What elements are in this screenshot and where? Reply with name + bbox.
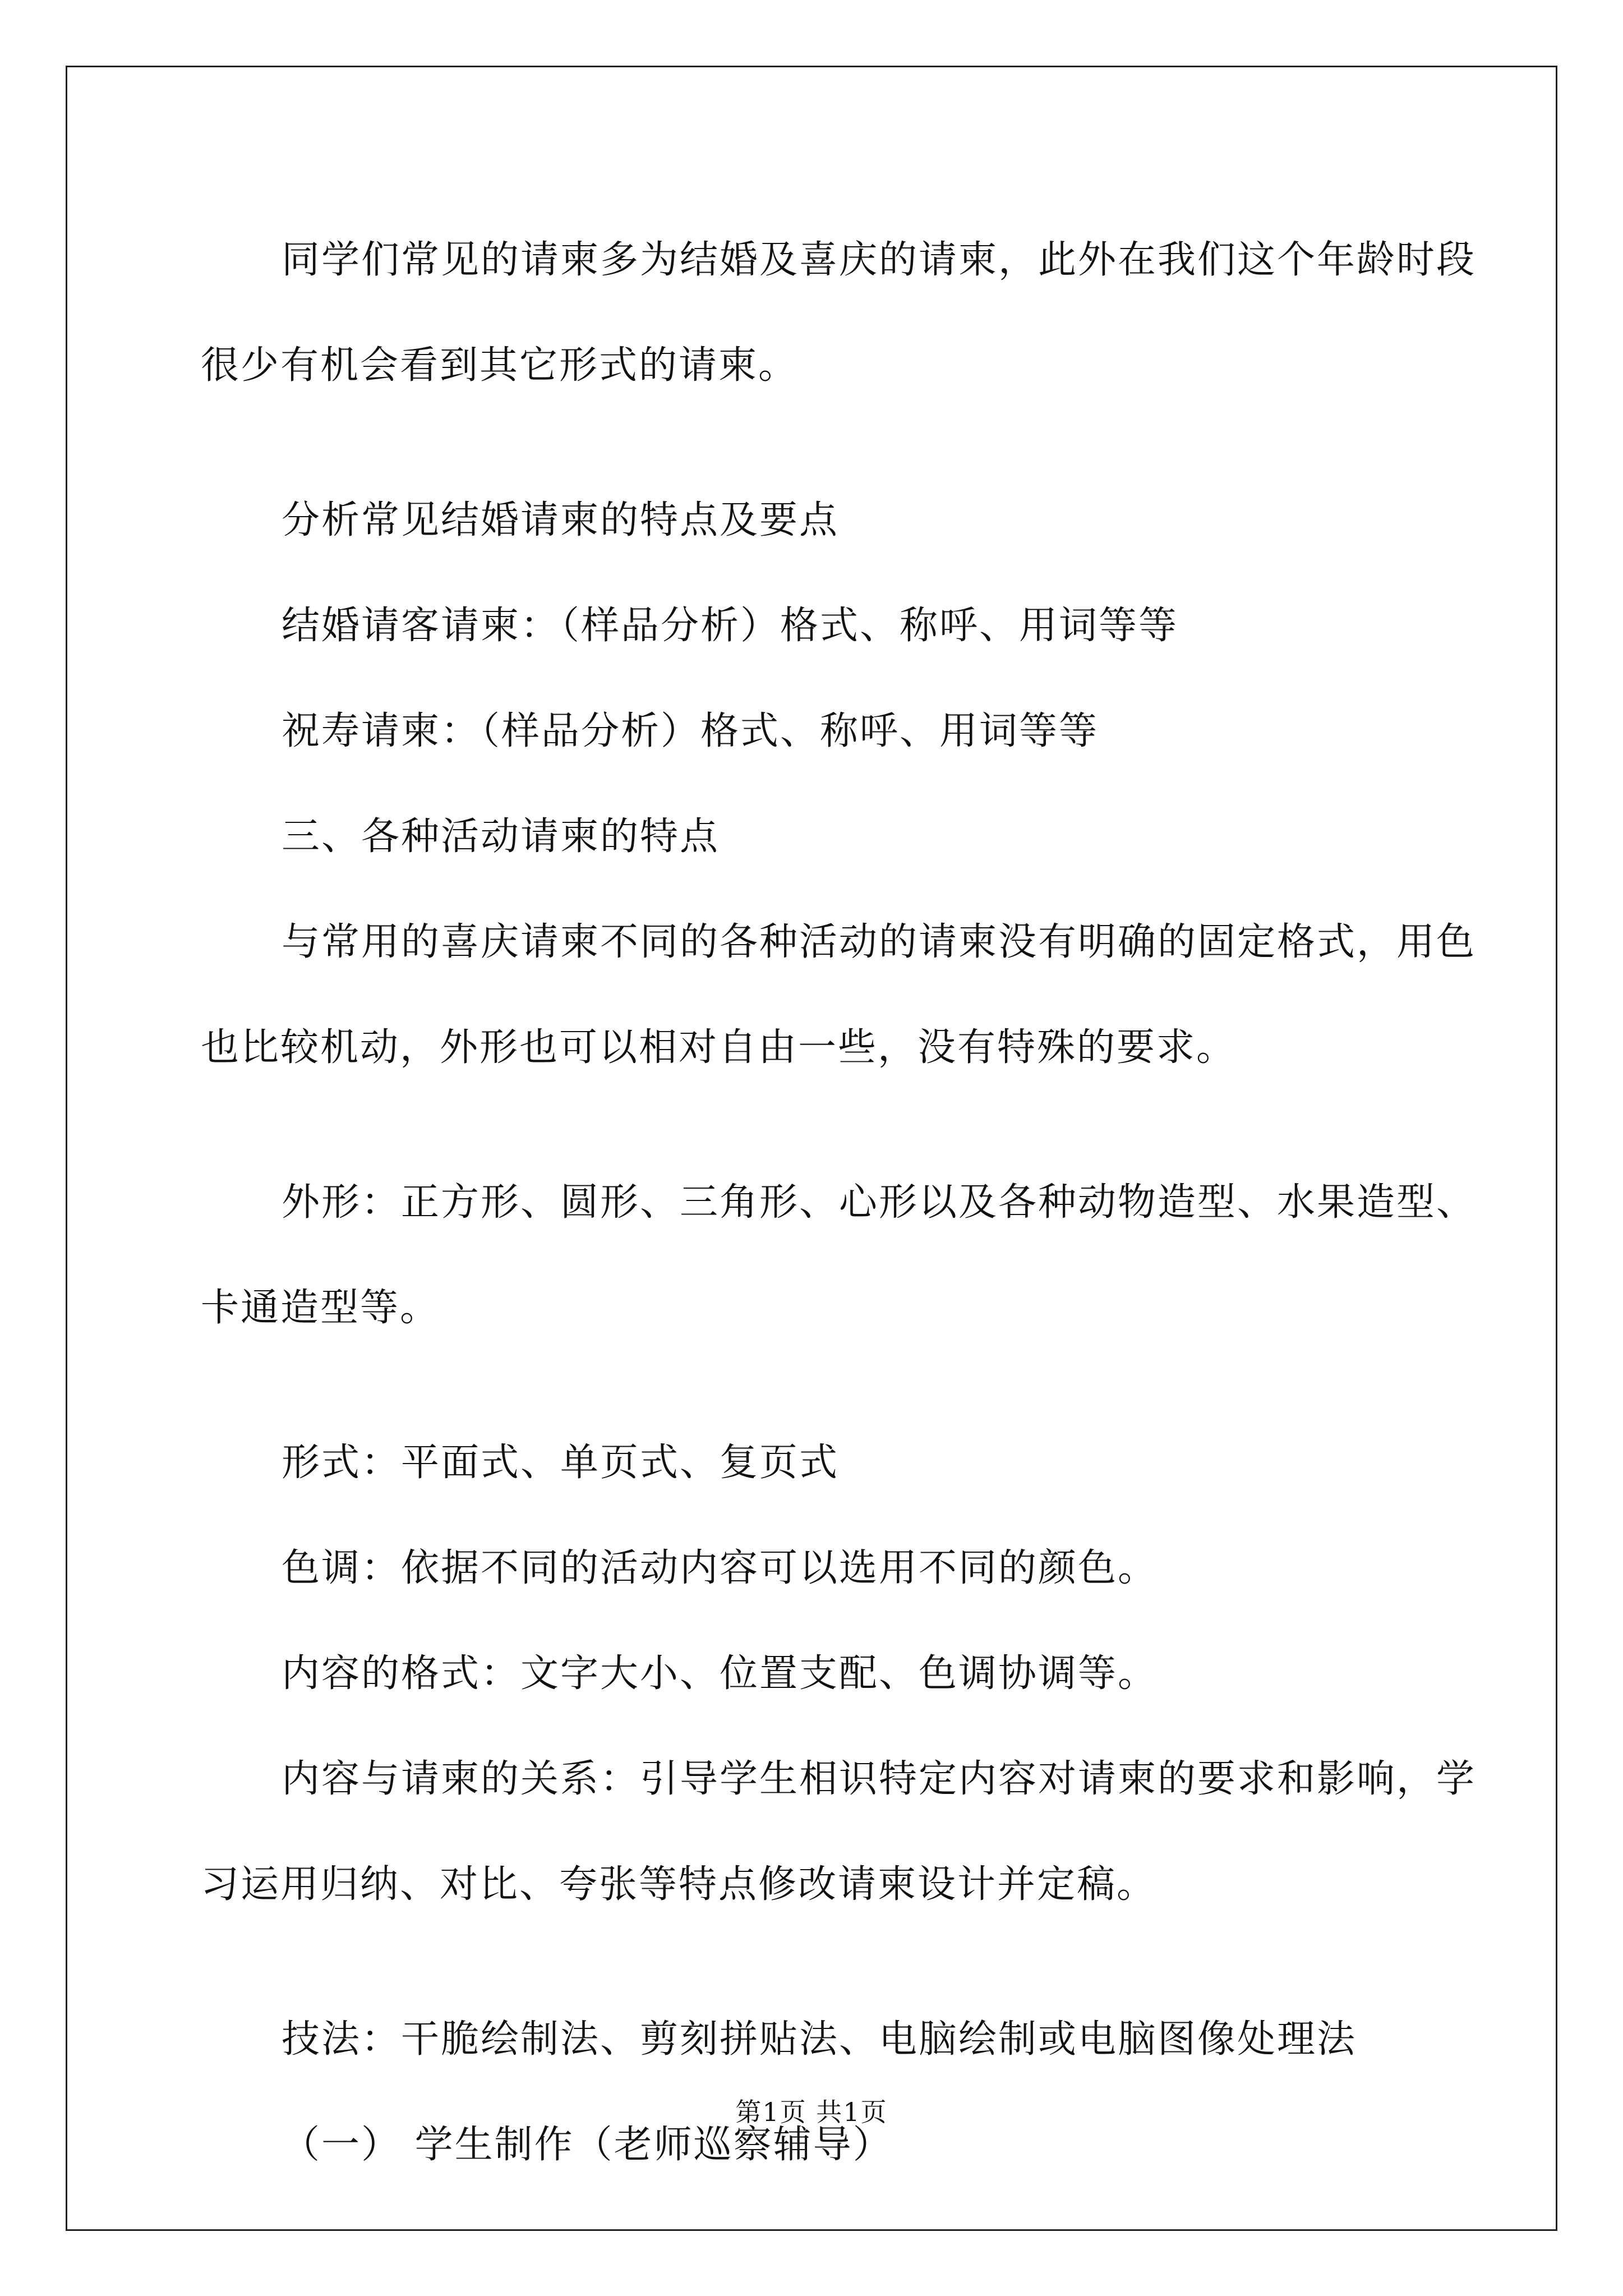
paragraph-9: 色调：依据不同的活动内容可以选用不同的颜色。 [282,1546,1158,1590]
page-footer: 第1页 共1页 [735,2097,888,2127]
paragraph-8: 形式：平面式、单页式、复页式 [282,1441,840,1485]
paragraph-1: 同学们常见的请柬多为结婚及喜庆的请柬，此外在我们这个年龄时段很少有机会看到其它形式的请柬。 [201,238,1477,388]
paragraph-7: 外形：正方形、圆形、三角形、心形以及各种动物造型、水果造型、卡通造型等。 [201,1180,1477,1330]
document-body [201,208,1485,2198]
paragraph-2: 分析常见结婚请柬的特点及要点 [282,498,840,542]
paragraph-10: 内容的格式：文字大小、位置支配、色调协调等。 [282,1651,1158,1696]
paragraph-6: 与常用的喜庆请柬不同的各种活动的请柬没有明确的固定格式，用色也比较机动，外形也可以相对自由一些，没有特殊的要求。 [201,920,1477,1070]
paragraph-11: 内容与请柬的关系：引导学生相识特定内容对请柬的要求和影响，学习运用归纳、对比、夸张等特点修改请柬设计并定稿。 [201,1757,1477,1907]
paragraph-4: 祝寿请柬：（样品分析）格式、称呼、用词等等 [282,709,1099,753]
paragraph-12: 技法：干脆绘制法、剪刻拼贴法、电脑绘制或电脑图像处理法 [282,2017,1357,2062]
paragraph-3: 结婚请客请柬：（样品分析）格式、称呼、用词等等 [282,604,1179,648]
paragraph-5: 三、各种活动请柬的特点 [282,815,720,859]
paragraph-13: （一） 学生制作（老师巡察辅导） [282,2123,893,2167]
